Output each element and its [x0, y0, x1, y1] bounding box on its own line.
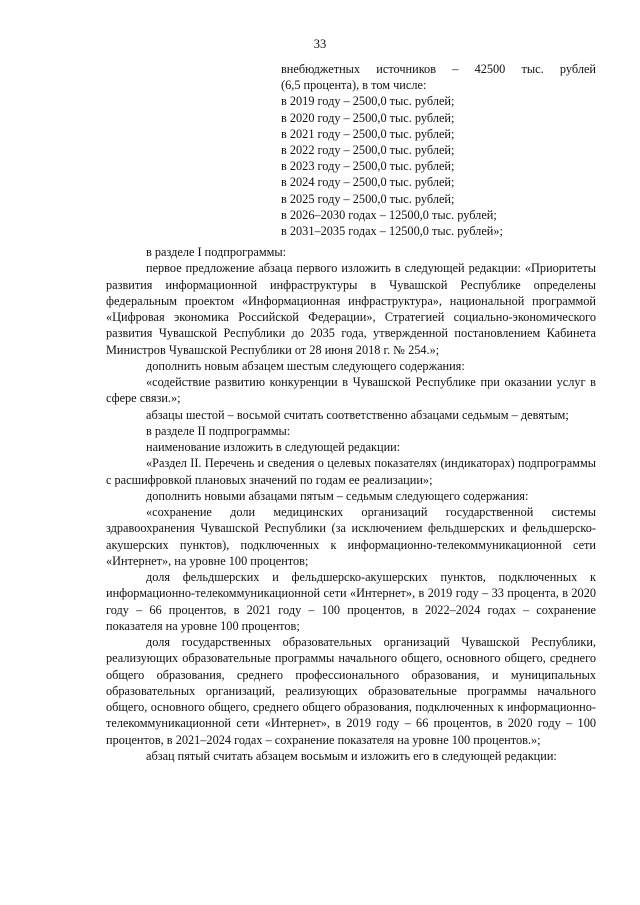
- funding-line: (6,5 процента), в том числе:: [281, 78, 427, 93]
- funding-list: [281, 61, 596, 239]
- funding-line: в 2019 году – 2500,0 тыс. рублей;: [281, 94, 455, 109]
- funding-line: в 2024 году – 2500,0 тыс. рублей;: [281, 175, 455, 190]
- paragraph: доля фельдшерских и фельдшерско-акушерских пунктов, подключенных к информационно-телекоммуникационной сети «Интернет», в 2019 году – 33 процента, в 2020 году – 66 процентов, в 2021 году – 100 процентов, в 2022–2024 годах – сохранение показателя на уровне 100 процентов;: [106, 570, 596, 633]
- page-number: 33: [313, 37, 327, 51]
- paragraph: абзацы шестой – восьмой считать соответственно абзацами седьмым – девятым;: [146, 407, 569, 422]
- paragraph: первое предложение абзаца первого изложить в следующей редакции: «Приоритеты развития информационной инфраструктуры в Чувашской Республике определены федеральным проектом «Информационная инфраструктура», национальной программой «Цифровая экономика Российской Федерации», Стратегией социально-экономического развития Чувашской Республики до 2035 года, утвержденной постановлением Кабинета Министров Чувашской Республики от 28 июня 2018 г. № 254.»;: [106, 261, 596, 357]
- funding-line: в 2021 году – 2500,0 тыс. рублей;: [281, 126, 455, 141]
- funding-line: в 2020 году – 2500,0 тыс. рублей;: [281, 110, 455, 125]
- funding-line: внебюджетных источников – 42500 тыс. рублей: [281, 62, 596, 76]
- paragraph: в разделе I подпрограммы:: [146, 245, 287, 259]
- funding-line: в 2026–2030 годах – 12500,0 тыс. рублей;: [281, 207, 497, 222]
- paragraph: дополнить новыми абзацами пятым – седьмым следующего содержания:: [146, 488, 529, 503]
- paragraph: «содействие развитию конкуренции в Чувашской Республике при оказании услуг в сфере связи.»;: [106, 375, 596, 406]
- paragraph: доля государственных образовательных организаций Чувашской Республики, реализующих образовательные программы начального общего, основного общего, среднего общего образования, среднего профессионального образования, и муниципальных образовательных организаций, реализующих образовательные программы начального общего, основного общего, среднего общего образования, подключенных к информационно-телекоммуникационной сети «Интернет», в 2019 году – 66 процентов, в 2020 году – 100 процентов, в 2021–2024 годах – сохранение показателя на уровне 100 процентов.»;: [106, 635, 596, 747]
- paragraph: «сохранение доли медицинских организаций государственной системы здравоохранения Чувашской Республики (за исключением фельдшерских и фельдшерско-акушерских пунктов), подключенных к информационно-телекоммуникационной сети «Интернет», на уровне 100 процентов;: [106, 505, 596, 568]
- funding-line: в 2023 году – 2500,0 тыс. рублей;: [281, 159, 455, 174]
- paragraph: наименование изложить в следующей редакции:: [146, 440, 401, 454]
- funding-line: в 2022 году – 2500,0 тыс. рублей;: [281, 143, 455, 158]
- paragraph: «Раздел II. Перечень и сведения о целевых показателях (индикаторах) подпрограммы с расшифровкой плановых значений по годам ее реализации»;: [106, 456, 596, 487]
- paragraph: в разделе II подпрограммы:: [146, 423, 291, 438]
- funding-line: в 2025 году – 2500,0 тыс. рублей;: [281, 191, 455, 206]
- document-body: [106, 244, 596, 764]
- paragraph: абзац пятый считать абзацем восьмым и изложить его в следующей редакции:: [146, 748, 557, 763]
- funding-line: в 2031–2035 годах – 12500,0 тыс. рублей»;: [281, 224, 503, 239]
- paragraph: дополнить новым абзацем шестым следующего содержания:: [146, 358, 465, 373]
